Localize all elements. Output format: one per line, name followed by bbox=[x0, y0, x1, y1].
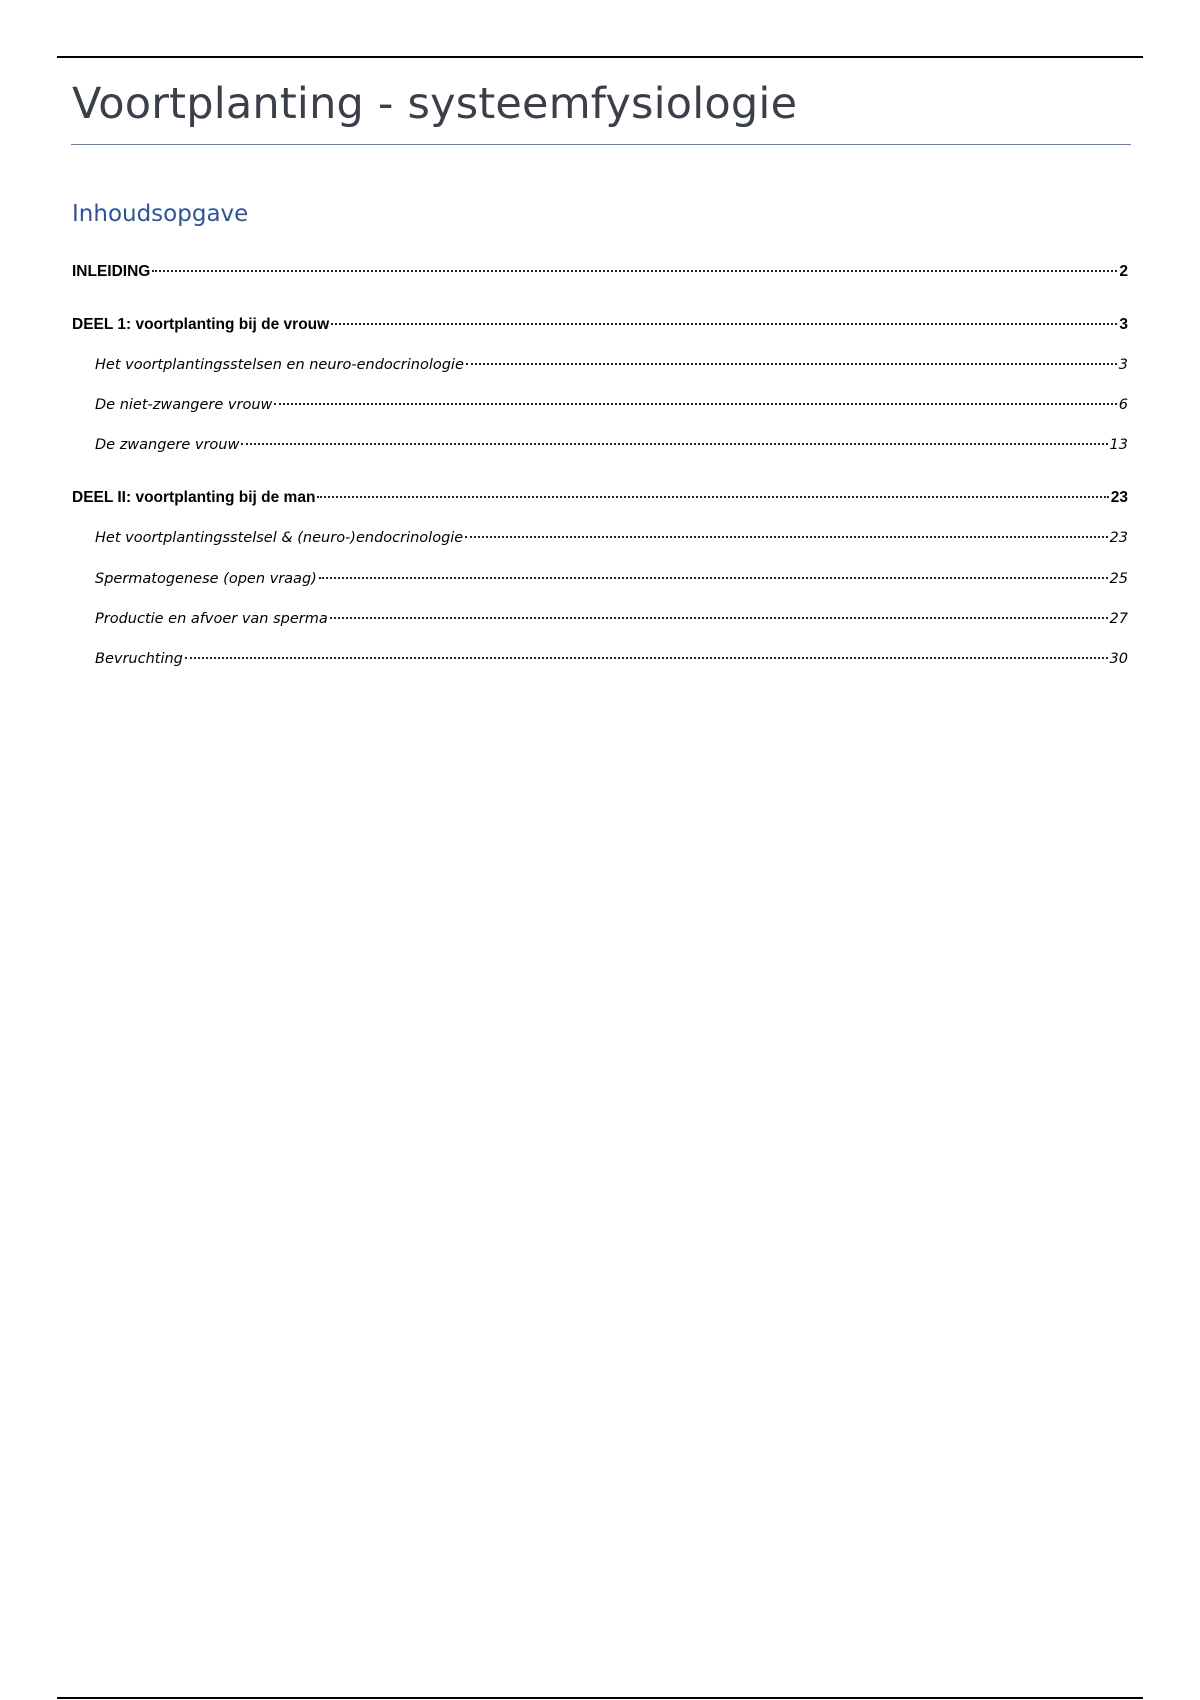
toc-dot-leader bbox=[241, 443, 1107, 445]
toc-entry-voortplantingsstelsel-man[interactable] bbox=[72, 526, 1128, 550]
toc-entry-productie-afvoer-sperma[interactable] bbox=[72, 607, 1128, 631]
toc-page-number: 23 bbox=[1110, 489, 1128, 506]
toc-entry-zwangere-vrouw[interactable] bbox=[72, 433, 1128, 457]
title-underline bbox=[71, 144, 1131, 145]
toc-dot-leader bbox=[152, 270, 1117, 272]
toc-page-number: 30 bbox=[1109, 651, 1128, 667]
page-bottom-rule bbox=[57, 1697, 1143, 1699]
toc-page-number: 3 bbox=[1119, 316, 1128, 333]
toc-entry-label: Het voortplantingsstelsel & (neuro-)endocrinologie bbox=[95, 530, 464, 546]
toc-entry-label: Spermatogenese (open vraag) bbox=[95, 571, 317, 587]
toc-dot-leader bbox=[330, 617, 1108, 619]
toc-entry-label: Productie en afvoer van sperma bbox=[95, 611, 328, 627]
toc-page-number: 27 bbox=[1109, 611, 1128, 627]
toc-page-number: 2 bbox=[1119, 263, 1128, 280]
page-top-rule bbox=[57, 56, 1143, 58]
toc-dot-leader bbox=[317, 496, 1108, 498]
toc-page-number: 3 bbox=[1118, 357, 1128, 373]
toc-dot-leader bbox=[331, 323, 1117, 325]
toc-entry-label: Bevruchting bbox=[95, 651, 183, 667]
toc-entry-label: INLEIDING bbox=[72, 263, 151, 280]
toc-dot-leader bbox=[465, 536, 1107, 538]
toc-entry-deel-1[interactable] bbox=[72, 313, 1128, 337]
toc-dot-leader bbox=[319, 577, 1108, 579]
toc-entry-deel-2[interactable] bbox=[72, 486, 1128, 510]
toc-entry-inleiding[interactable] bbox=[72, 260, 1128, 284]
toc-entry-bevruchting[interactable] bbox=[72, 647, 1128, 671]
toc-entry-label: De zwangere vrouw bbox=[95, 437, 240, 453]
toc-entry-label: Het voortplantingsstelsen en neuro-endocrinologie bbox=[95, 357, 464, 373]
toc-page-number: 25 bbox=[1109, 571, 1128, 587]
toc-heading: Inhoudsopgave bbox=[72, 201, 249, 227]
toc-dot-leader bbox=[466, 363, 1117, 365]
toc-entry-spermatogenese[interactable] bbox=[72, 567, 1128, 591]
toc-dot-leader bbox=[274, 403, 1116, 405]
document-title: Voortplanting - systeemfysiologie bbox=[72, 79, 798, 129]
toc-entry-voortplantingsstelsen-vrouw[interactable] bbox=[72, 353, 1128, 377]
toc-entry-label: De niet-zwangere vrouw bbox=[95, 397, 273, 413]
toc-entry-label: DEEL 1: voortplanting bij de vrouw bbox=[72, 316, 330, 333]
toc-entry-niet-zwangere-vrouw[interactable] bbox=[72, 393, 1128, 417]
toc-page-number: 13 bbox=[1109, 437, 1128, 453]
toc-page-number: 6 bbox=[1118, 397, 1128, 413]
toc-dot-leader bbox=[185, 657, 1108, 659]
toc-page-number: 23 bbox=[1109, 530, 1128, 546]
toc-entry-label: DEEL II: voortplanting bij de man bbox=[72, 489, 316, 506]
